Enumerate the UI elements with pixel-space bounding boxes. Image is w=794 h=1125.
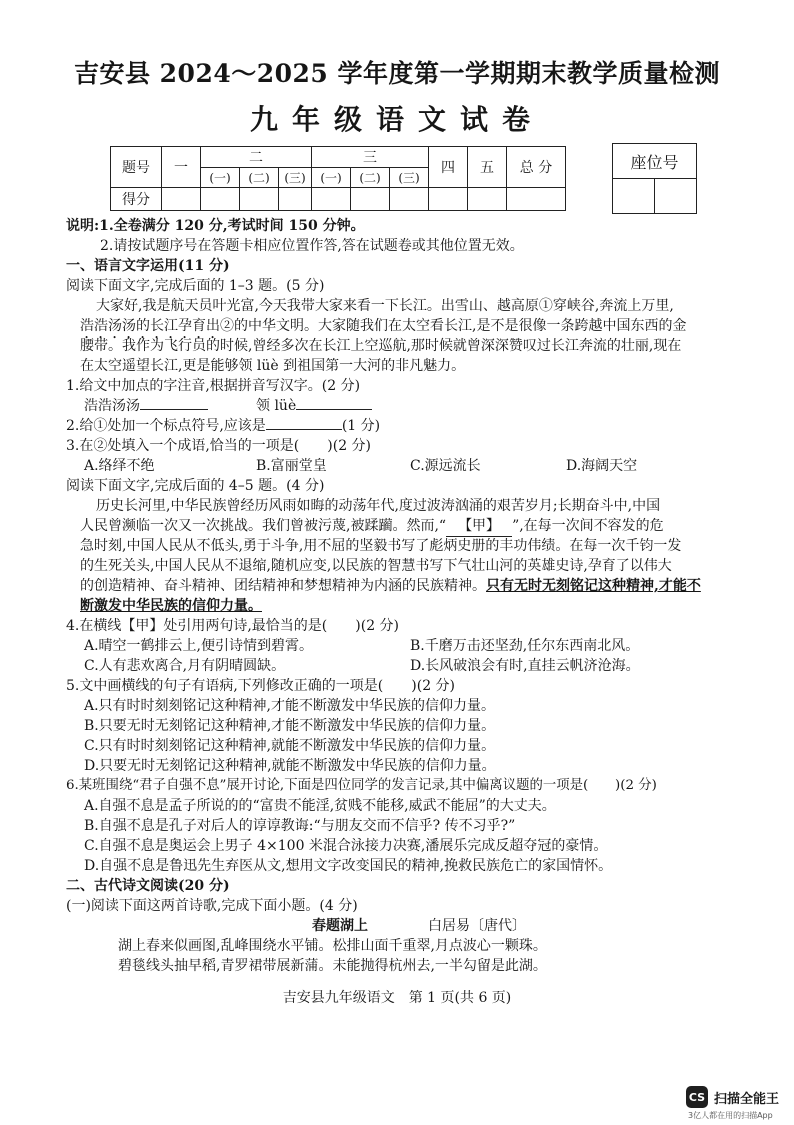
score-cell	[390, 188, 429, 211]
q4-option-d: D.长风破浪会有时,直挂云帆济沧海。	[410, 658, 640, 674]
col-two: 二	[201, 147, 312, 168]
passage1-line2: 浩浩汤汤的长江孕育出②的中华文明。大家随我们在太空看长江,是不是很像一条跨越中国东西的金	[80, 318, 687, 334]
note-line-1: 说明:1.全卷满分 120 分,考试时间 150 分钟。	[66, 218, 365, 234]
score-cell	[507, 188, 566, 211]
score-cell	[468, 188, 507, 211]
answer-blank[interactable]	[266, 429, 342, 430]
col-four: 四	[429, 147, 468, 188]
passage1-intro: 阅读下面文字,完成后面的 1–3 题。(5 分)	[66, 278, 325, 294]
exam-title: 吉安县 2024～2025 学年度第一学期期末教学质量检测	[73, 59, 721, 88]
poem-author: 白居易〔唐代〕	[428, 918, 526, 934]
question-3: 3.在②处填入一个成语,恰当的一项是( )(2 分)	[66, 438, 372, 454]
section-heading-1: 一、语言文字运用(11 分)	[66, 258, 230, 274]
passage2-line1: 历史长河里,中华民族曾经历风雨如晦的动荡年代,度过波涛汹涌的艰苦岁月;长期奋斗中,中国	[96, 498, 661, 514]
score-cell	[351, 188, 390, 211]
q1-item-b: 领 lüè	[256, 396, 372, 416]
q4-option-b: B.千磨万击还坚劲,任尔东西南北风。	[410, 638, 640, 654]
passage1-line3: 腰带。我作为飞行员的时候,曾经多次在长江上空巡航,那时候就曾深深赞叹过长江奔流的壮丽,现在	[80, 338, 682, 354]
q6-option-b: B.自强不息是孔子对后人的谆谆教诲:“与朋友交而不信乎? 传不习乎?”	[84, 818, 516, 834]
answer-blank[interactable]	[296, 409, 372, 410]
col-one: 一	[162, 147, 201, 188]
sub-col: (一)	[312, 168, 351, 188]
score-cell	[429, 188, 468, 211]
sub-col: (三)	[390, 168, 429, 188]
marker-1: ①	[538, 298, 553, 314]
q5-option-a: A.只有时时刻刻铭记这种精神,才能不断激发中华民族的信仰力量。	[84, 698, 496, 714]
question-2: 2.给①处加一个标点符号,应该是 (1 分)	[66, 418, 381, 434]
score-table	[110, 146, 566, 211]
question-4: 4.在横线【甲】处引用两句诗,最恰当的是( )(2 分)	[66, 618, 400, 634]
poem-line-2: 碧毯线头抽早稻,青罗裙带展新蒲。未能抛得杭州去,一半勾留是此湖。	[118, 958, 547, 974]
exam-subtitle: 九年级语文试卷	[249, 103, 544, 136]
question-6: 6.某班围绕“君子自强不息”展开讨论,下面是四位同学的发言记录,其中偏离议题的一项是( )(2 分)	[66, 778, 657, 793]
passage2-intro: 阅读下面文字,完成后面的 4–5 题。(4 分)	[66, 478, 325, 494]
sub-col: (一)	[201, 168, 240, 188]
score-label: 得分	[111, 188, 162, 211]
score-cell	[279, 188, 312, 211]
poem-title: 春题湖上	[312, 918, 368, 934]
scanner-logo	[686, 1086, 779, 1108]
q6-option-d: D.自强不息是鲁迅先生弃医从文,想用文字改变国民的精神,挽救民族危亡的家国情怀。	[84, 858, 613, 874]
passage1-line4: 在太空遥望长江,更是能够领 lüè 到祖国第一大河的非凡魅力。	[80, 358, 466, 374]
passage2-line6	[80, 596, 262, 616]
q5-option-d: D.只要无时无刻铭记这种精神,就能不断激发中华民族的信仰力量。	[84, 758, 496, 774]
underlined-sentence: 只有无时无刻铭记这种精神,才能不	[486, 578, 701, 594]
question-number-label: 题号	[111, 147, 162, 188]
scanner-tagline: 3亿人都在用的扫描App	[688, 1111, 773, 1120]
answer-blank[interactable]	[140, 409, 208, 410]
scanner-app-name: 扫描全能王	[714, 1091, 780, 1107]
score-cell	[201, 188, 240, 211]
score-cell	[162, 188, 201, 211]
seat-cell	[613, 179, 655, 214]
q4-option-c: C.人有悲欢离合,月有阴晴圆缺。	[84, 658, 286, 674]
q3-option-c: C.源远流长	[410, 458, 481, 474]
q5-option-c: C.只有时时刻刻铭记这种精神,就能不断激发中华民族的信仰力量。	[84, 738, 496, 754]
passage2-line5: 的创造精神、奋斗精神、团结精神和梦想精神为内涵的民族精神。只有无时无刻铭记这种精神,才能不	[80, 578, 701, 594]
col-total: 总 分	[507, 147, 566, 188]
question-5: 5.文中画横线的句子有语病,下列修改正确的一项是( )(2 分)	[66, 678, 456, 694]
q3-option-d: D.海阔天空	[566, 458, 638, 474]
underlined-sentence: 断激发中华民族的信仰力量。	[80, 598, 262, 614]
sub-col: (二)	[240, 168, 279, 188]
col-three: 三	[312, 147, 429, 168]
q5-option-b: B.只要无时无刻铭记这种精神,才能不断激发中华民族的信仰力量。	[84, 718, 496, 734]
sub-col: (二)	[351, 168, 390, 188]
q3-option-a: A.络绎不绝	[84, 458, 155, 474]
q3-option-b: B.富丽堂皇	[256, 458, 327, 474]
q1-item-a: 浩浩汤汤	[84, 396, 208, 416]
q6-option-a: A.自强不息是孟子所说的的“富贵不能淫,贫贱不能移,威武不能屈”的大丈夫。	[84, 798, 556, 814]
blank-jia[interactable]: 【甲】	[446, 516, 512, 537]
poem-intro: (一)阅读下面这两首诗歌,完成下面小题。(4 分)	[66, 898, 358, 914]
note-line-2: 2.请按试题序号在答题卡相应位置作答,答在试题卷或其他位置无效。	[100, 238, 524, 254]
q4-option-a: A.晴空一鹤排云上,便引诗情到碧霄。	[84, 638, 314, 654]
passage2-line3: 急时刻,中国人民从不低头,勇于斗争,用不屈的坚毅书写了彪炳史册的丰功伟绩。在每一次千钧一发	[80, 538, 682, 554]
seat-cell	[655, 179, 697, 214]
marker-2: ②	[220, 318, 234, 334]
page-footer: 吉安县九年级语文 第 1 页(共 6 页)	[282, 990, 512, 1006]
score-cell	[312, 188, 351, 211]
poem-line-1: 湖上春来似画图,乱峰围绕水平铺。松排山面千重翠,月点波心一颗珠。	[118, 938, 547, 954]
score-cell	[240, 188, 279, 211]
passage2-line2: 人民曾濒临一次又一次挑战。我们曾被污蔑,被蹂躏。然而,“ 【甲】 ”,在每一次间不容发的危	[80, 516, 664, 537]
camscanner-icon: CS	[686, 1086, 708, 1108]
question-1: 1.给文中加点的字注音,根据拼音写汉字。(2 分)	[66, 378, 361, 394]
q6-option-c: C.自强不息是奥运会上男子 4×100 米混合泳接力决赛,潘展乐完成反超夺冠的豪情。	[84, 838, 608, 854]
col-five: 五	[468, 147, 507, 188]
seat-number-box	[612, 143, 697, 214]
section-heading-2: 二、古代诗文阅读(20 分)	[66, 878, 230, 894]
sub-col: (三)	[279, 168, 312, 188]
passage1-line1: 大家好,我是航天员叶光富,今天我带大家来看一下长江。出雪山、越高原①穿峡谷,奔流上万里,	[96, 298, 674, 314]
passage2-line4: 的生死关头,中国人民从不退缩,随机应变,以民族的智慧书写下气壮山河的英雄史诗,孕育了以伟大	[80, 558, 672, 574]
seat-number-label: 座位号	[613, 144, 697, 179]
